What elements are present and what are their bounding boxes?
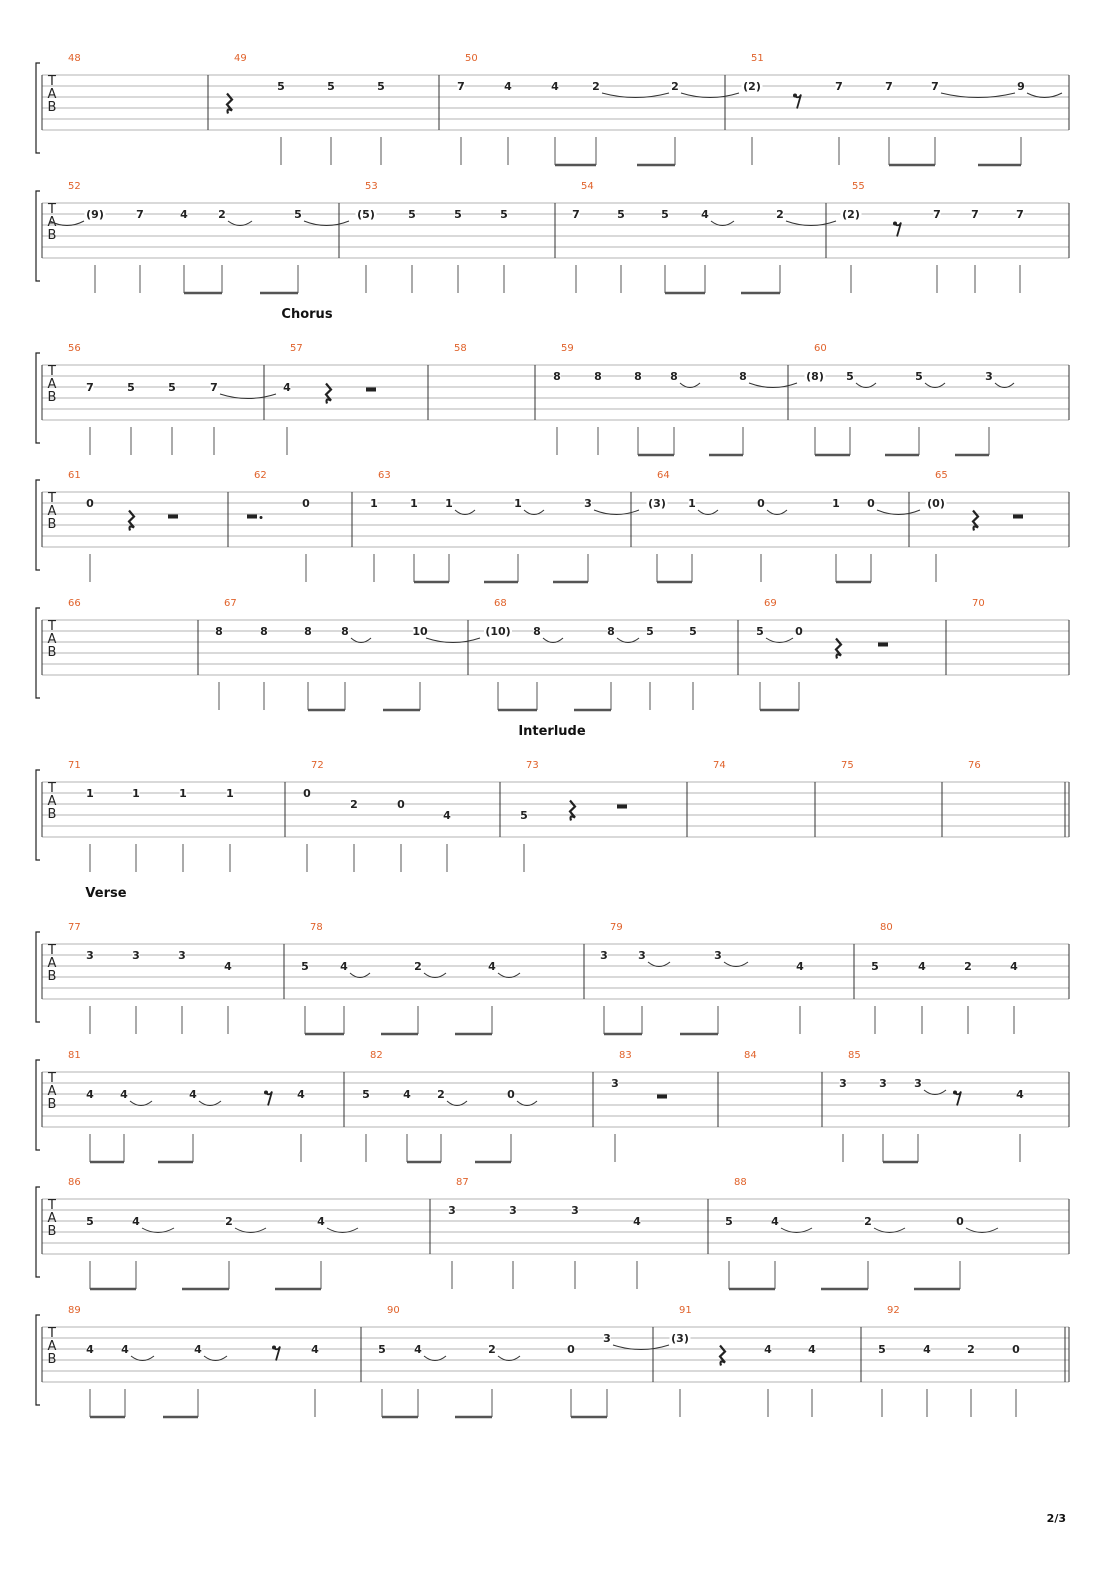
- fret-number: 3: [132, 949, 140, 962]
- bar-number: 48: [68, 53, 81, 64]
- half-rest: [247, 515, 257, 519]
- bar-number: 87: [456, 1177, 469, 1188]
- fret-number: 5: [408, 208, 416, 221]
- fret-number: 4: [311, 1343, 319, 1356]
- fret-number: 0: [757, 497, 765, 510]
- bar-number: 80: [880, 922, 893, 933]
- fret-number: 4: [121, 1343, 129, 1356]
- fret-number: 3: [600, 949, 608, 962]
- tab-clef-letter: B: [47, 100, 57, 115]
- fret-number: 2: [414, 960, 422, 973]
- fret-number: 3: [611, 1077, 619, 1090]
- tab-clef-letter: T: [48, 1071, 56, 1086]
- bar-number: 79: [610, 922, 623, 933]
- fret-number: 5: [127, 381, 135, 394]
- tab-clef-letter: B: [47, 1097, 57, 1112]
- systems-layer: [36, 53, 1069, 1417]
- fret-number: (0): [927, 497, 945, 510]
- fret-number: 3: [879, 1077, 887, 1090]
- section-label: Chorus: [281, 307, 333, 322]
- fret-number: 5: [277, 80, 285, 93]
- fret-number: 3: [448, 1204, 456, 1217]
- bar-number: 78: [310, 922, 323, 933]
- fret-number: (2): [743, 80, 761, 93]
- system-bracket: [36, 1187, 40, 1277]
- system-bracket: [36, 480, 40, 570]
- fret-number: 4: [796, 960, 804, 973]
- fret-number: 4: [1010, 960, 1018, 973]
- fret-number: 4: [633, 1215, 641, 1228]
- fret-number: 4: [504, 80, 512, 93]
- fret-number: 5: [301, 960, 309, 973]
- bar-number: 67: [224, 598, 237, 609]
- fret-number: 4: [764, 1343, 772, 1356]
- bar-number: 84: [744, 1050, 757, 1061]
- bar-number: 61: [68, 470, 81, 481]
- fret-number: 3: [914, 1077, 922, 1090]
- fret-number: 3: [584, 497, 592, 510]
- tab-clef-letter: T: [48, 781, 56, 796]
- fret-number: 4: [86, 1343, 94, 1356]
- fret-number: 4: [194, 1343, 202, 1356]
- fret-number: 0: [867, 497, 875, 510]
- fret-number: 4: [808, 1343, 816, 1356]
- section-label: Verse: [85, 886, 127, 901]
- tab-clef-letter: A: [47, 87, 57, 102]
- fret-number: 3: [839, 1077, 847, 1090]
- bar-number: 81: [68, 1050, 81, 1061]
- tab-clef-letter: B: [47, 228, 57, 243]
- bar-number: 70: [972, 598, 985, 609]
- fret-number: 0: [1012, 1343, 1020, 1356]
- fret-number: 1: [132, 787, 140, 800]
- tab-clef-letter: B: [47, 390, 57, 405]
- fret-number: 5: [327, 80, 335, 93]
- fret-number: 8: [215, 625, 223, 638]
- tab-clef-letter: A: [47, 1084, 57, 1099]
- fret-number: 3: [603, 1332, 611, 1345]
- tab-clef-letter: T: [48, 74, 56, 89]
- bar-number: 90: [387, 1305, 400, 1316]
- fret-number: 4: [180, 208, 188, 221]
- eighth-rest-dot: [264, 1091, 268, 1095]
- eighth-rest-dot: [793, 94, 797, 98]
- bar-number: 91: [679, 1305, 692, 1316]
- fret-number: 4: [120, 1088, 128, 1101]
- tab-system: [36, 53, 1069, 165]
- fret-number: 2: [671, 80, 679, 93]
- fret-number: 5: [520, 809, 528, 822]
- bar-number: 52: [68, 181, 81, 192]
- bar-number: 69: [764, 598, 777, 609]
- tab-system: [36, 181, 1069, 293]
- quarter-rest: [720, 1346, 725, 1366]
- half-rest: [878, 643, 888, 647]
- fret-number: 8: [341, 625, 349, 638]
- fret-number: 7: [457, 80, 465, 93]
- fret-number: 8: [594, 370, 602, 383]
- fret-number: 5: [454, 208, 462, 221]
- tab-clef-letter: A: [47, 1211, 57, 1226]
- tab-clef-letter: B: [47, 807, 57, 822]
- fret-number: 0: [302, 497, 310, 510]
- fret-number: 4: [771, 1215, 779, 1228]
- fret-number: 4: [340, 960, 348, 973]
- tab-clef-letter: T: [48, 1326, 56, 1341]
- fret-number: 1: [832, 497, 840, 510]
- fret-number: 2: [967, 1343, 975, 1356]
- half-rest: [168, 515, 178, 519]
- bar-number: 72: [311, 760, 324, 771]
- tab-clef-letter: B: [47, 645, 57, 660]
- fret-number: 5: [362, 1088, 370, 1101]
- bar-number: 64: [657, 470, 670, 481]
- fret-number: 2: [225, 1215, 233, 1228]
- fret-number: (10): [485, 625, 511, 638]
- tab-clef-letter: B: [47, 1224, 57, 1239]
- bar-number: 56: [68, 343, 81, 354]
- fret-number: 2: [864, 1215, 872, 1228]
- fret-number: 7: [933, 208, 941, 221]
- tab-clef-letter: A: [47, 1339, 57, 1354]
- fret-number: 7: [971, 208, 979, 221]
- tab-clef-letter: B: [47, 969, 57, 984]
- eighth-rest-dot: [953, 1091, 957, 1095]
- quarter-rest: [227, 94, 232, 114]
- quarter-rest: [129, 511, 134, 531]
- bar-number: 75: [841, 760, 854, 771]
- fret-number: 2: [350, 798, 358, 811]
- bar-number: 50: [465, 53, 478, 64]
- fret-number: 3: [571, 1204, 579, 1217]
- tab-clef-letter: B: [47, 1352, 57, 1367]
- tab-clef-letter: T: [48, 1198, 56, 1213]
- page-number: 2/3: [1046, 1512, 1066, 1525]
- tab-system: [36, 307, 1069, 455]
- rest-dot: [260, 516, 263, 519]
- fret-number: (3): [671, 1332, 689, 1345]
- bar-number: 66: [68, 598, 81, 609]
- tab-system: [36, 886, 1069, 1034]
- fret-number: 7: [210, 381, 218, 394]
- system-bracket: [36, 63, 40, 153]
- fret-number: 8: [533, 625, 541, 638]
- fret-number: 4: [403, 1088, 411, 1101]
- bar-number: 59: [561, 343, 574, 354]
- fret-number: 5: [878, 1343, 886, 1356]
- fret-number: 4: [488, 960, 496, 973]
- bar-number: 49: [234, 53, 247, 64]
- system-bracket: [36, 1060, 40, 1150]
- tab-clef-letter: T: [48, 619, 56, 634]
- fret-number: (5): [357, 208, 375, 221]
- fret-number: 1: [410, 497, 418, 510]
- fret-number: 5: [168, 381, 176, 394]
- fret-number: 5: [378, 1343, 386, 1356]
- bar-number: 63: [378, 470, 391, 481]
- tab-system: [36, 598, 1069, 710]
- fret-number: 0: [507, 1088, 515, 1101]
- fret-number: 4: [189, 1088, 197, 1101]
- fret-number: (8): [806, 370, 824, 383]
- fret-number: 0: [303, 787, 311, 800]
- fret-number: 5: [294, 208, 302, 221]
- fret-number: 8: [634, 370, 642, 383]
- fret-number: 0: [795, 625, 803, 638]
- eighth-rest-dot: [893, 222, 897, 226]
- fret-number: 2: [218, 208, 226, 221]
- bar-number: 85: [848, 1050, 861, 1061]
- tab-clef-letter: A: [47, 215, 57, 230]
- fret-number: 4: [86, 1088, 94, 1101]
- fret-number: 2: [776, 208, 784, 221]
- bar-number: 76: [968, 760, 981, 771]
- fret-number: 3: [86, 949, 94, 962]
- tab-system: [36, 470, 1069, 582]
- fret-number: (2): [842, 208, 860, 221]
- fret-number: 4: [918, 960, 926, 973]
- fret-number: 4: [317, 1215, 325, 1228]
- fret-number: 10: [412, 625, 428, 638]
- fret-number: 1: [688, 497, 696, 510]
- bar-number: 71: [68, 760, 81, 771]
- bar-number: 62: [254, 470, 267, 481]
- fret-number: 4: [551, 80, 559, 93]
- fret-number: 2: [592, 80, 600, 93]
- system-bracket: [36, 1315, 40, 1405]
- tab-system: [36, 1177, 1069, 1289]
- fret-number: 4: [701, 208, 709, 221]
- bar-number: 86: [68, 1177, 81, 1188]
- fret-number: 1: [226, 787, 234, 800]
- tab-system: [36, 724, 1069, 872]
- fret-number: 8: [670, 370, 678, 383]
- fret-number: 7: [1016, 208, 1024, 221]
- fret-number: 1: [179, 787, 187, 800]
- fret-number: 9: [1017, 80, 1025, 93]
- bar-number: 82: [370, 1050, 383, 1061]
- bar-number: 92: [887, 1305, 900, 1316]
- fret-number: 0: [567, 1343, 575, 1356]
- fret-number: 8: [553, 370, 561, 383]
- bar-number: 55: [852, 181, 865, 192]
- fret-number: 2: [437, 1088, 445, 1101]
- fret-number: 5: [689, 625, 697, 638]
- fret-number: 4: [414, 1343, 422, 1356]
- bar-number: 51: [751, 53, 764, 64]
- fret-number: 1: [445, 497, 453, 510]
- fret-number: 5: [617, 208, 625, 221]
- fret-number: 5: [646, 625, 654, 638]
- section-label: Interlude: [518, 724, 586, 739]
- fret-number: 4: [283, 381, 291, 394]
- half-rest: [617, 805, 627, 809]
- tab-clef-letter: A: [47, 377, 57, 392]
- tab-clef-letter: A: [47, 956, 57, 971]
- fret-number: 2: [488, 1343, 496, 1356]
- system-bracket: [36, 770, 40, 860]
- tab-clef-letter: T: [48, 491, 56, 506]
- fret-number: 7: [136, 208, 144, 221]
- eighth-rest-dot: [272, 1346, 276, 1350]
- tab-clef-letter: B: [47, 517, 57, 532]
- fret-number: 5: [86, 1215, 94, 1228]
- fret-number: 3: [714, 949, 722, 962]
- fret-number: 8: [304, 625, 312, 638]
- bar-number: 77: [68, 922, 81, 933]
- fret-number: 4: [132, 1215, 140, 1228]
- fret-number: 7: [835, 80, 843, 93]
- system-bracket: [36, 353, 40, 443]
- bar-number: 89: [68, 1305, 81, 1316]
- fret-number: 1: [86, 787, 94, 800]
- bar-number: 68: [494, 598, 507, 609]
- tab-clef-letter: T: [48, 202, 56, 217]
- fret-number: 3: [985, 370, 993, 383]
- bar-number: 74: [713, 760, 726, 771]
- fret-number: 4: [224, 960, 232, 973]
- fret-number: (9): [86, 208, 104, 221]
- quarter-rest: [326, 384, 331, 404]
- fret-number: 5: [871, 960, 879, 973]
- tab-clef-letter: T: [48, 943, 56, 958]
- fret-number: 2: [964, 960, 972, 973]
- fret-number: 5: [500, 208, 508, 221]
- fret-number: 7: [931, 80, 939, 93]
- fret-number: 0: [397, 798, 405, 811]
- fret-number: 3: [178, 949, 186, 962]
- fret-number: 4: [923, 1343, 931, 1356]
- half-rest: [657, 1095, 667, 1099]
- fret-number: 3: [638, 949, 646, 962]
- quarter-rest: [973, 511, 978, 531]
- fret-number: 1: [370, 497, 378, 510]
- fret-number: 7: [572, 208, 580, 221]
- fret-number: 5: [661, 208, 669, 221]
- bar-number: 57: [290, 343, 303, 354]
- bar-number: 88: [734, 1177, 747, 1188]
- system-bracket: [36, 932, 40, 1022]
- fret-number: 3: [509, 1204, 517, 1217]
- fret-number: 5: [846, 370, 854, 383]
- tab-clef-letter: A: [47, 504, 57, 519]
- fret-number: 4: [297, 1088, 305, 1101]
- fret-number: 8: [607, 625, 615, 638]
- half-rest: [366, 388, 376, 392]
- fret-number: 4: [443, 809, 451, 822]
- bar-number: 54: [581, 181, 594, 192]
- bar-number: 83: [619, 1050, 632, 1061]
- bar-number: 53: [365, 181, 378, 192]
- fret-number: 1: [514, 497, 522, 510]
- tab-clef-letter: A: [47, 794, 57, 809]
- fret-number: 5: [915, 370, 923, 383]
- quarter-rest: [836, 639, 841, 659]
- fret-number: 7: [86, 381, 94, 394]
- fret-number: 4: [1016, 1088, 1024, 1101]
- fret-number: 0: [86, 497, 94, 510]
- system-bracket: [36, 608, 40, 698]
- half-rest: [1013, 515, 1023, 519]
- fret-number: 7: [885, 80, 893, 93]
- tab-clef-letter: T: [48, 364, 56, 379]
- fret-number: (3): [648, 497, 666, 510]
- fret-number: 5: [377, 80, 385, 93]
- quarter-rest: [570, 801, 575, 821]
- bar-number: 60: [814, 343, 827, 354]
- tab-clef-letter: A: [47, 632, 57, 647]
- tab-system: [36, 1305, 1069, 1417]
- bar-number: 73: [526, 760, 539, 771]
- tab-system: [36, 1050, 1069, 1162]
- fret-number: 8: [739, 370, 747, 383]
- fret-number: 5: [756, 625, 764, 638]
- bar-number: 58: [454, 343, 467, 354]
- bar-number: 65: [935, 470, 948, 481]
- system-bracket: [36, 191, 40, 281]
- fret-number: 0: [956, 1215, 964, 1228]
- fret-number: 5: [725, 1215, 733, 1228]
- fret-number: 8: [260, 625, 268, 638]
